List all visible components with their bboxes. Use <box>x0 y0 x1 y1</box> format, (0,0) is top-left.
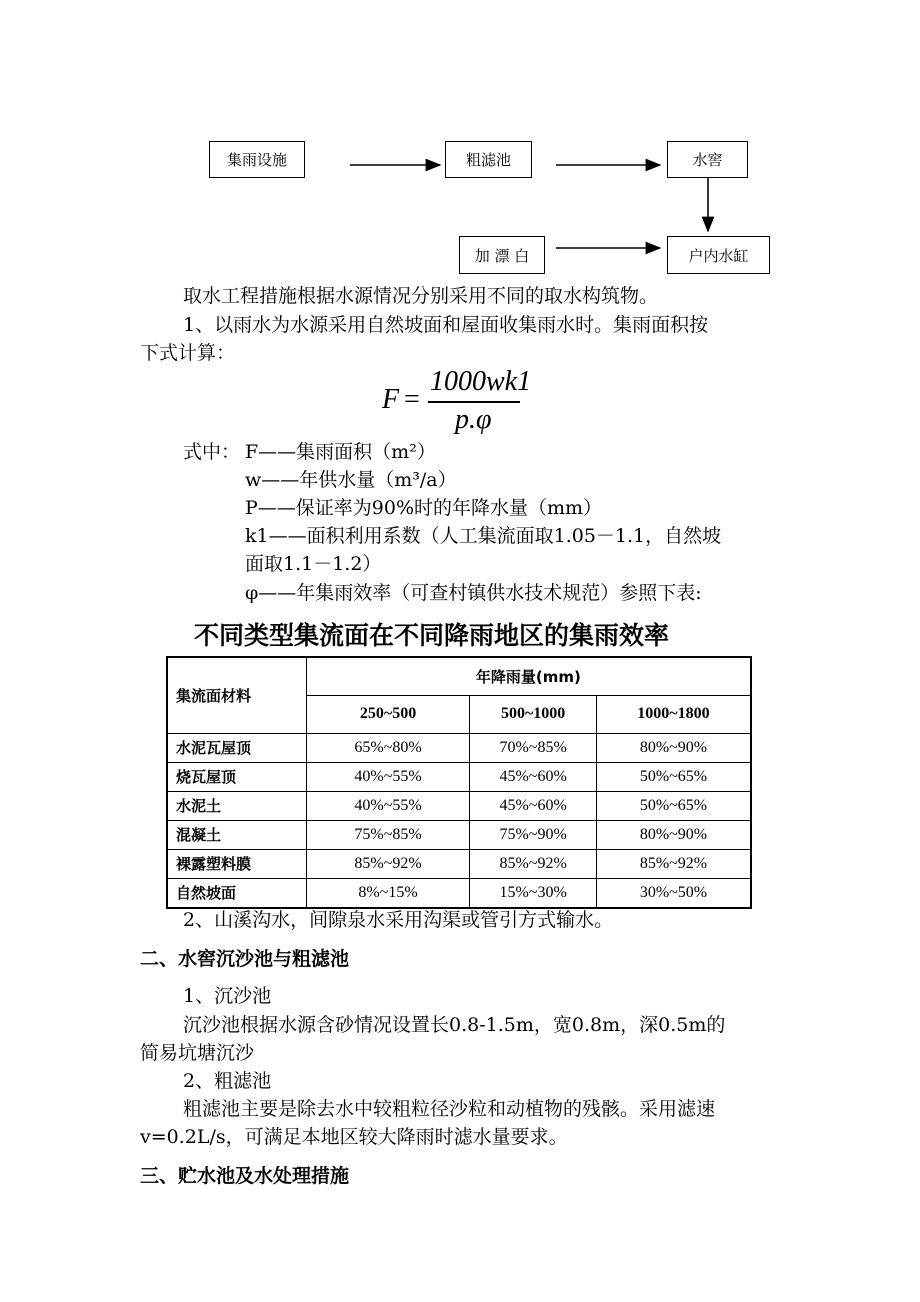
formula-denominator: p.φ <box>455 404 492 435</box>
efficiency-table <box>166 656 752 909</box>
para1-line2: 下式计算： <box>140 342 236 364</box>
header-range: 250~500 <box>306 695 469 733</box>
para1-line1: 1、以雨水为水源采用自然坡面和屋面收集雨水时。集雨面积按 <box>183 314 709 336</box>
intro-text: 取水工程措施根据水源情况分别采用不同的取水构筑物。 <box>183 285 659 307</box>
defs-label: 式中： <box>183 441 241 463</box>
row-value: 65%~80% <box>306 733 469 762</box>
row-value: 85%~92% <box>470 849 597 878</box>
row-value: 75%~90% <box>470 820 597 849</box>
flow-arrows <box>0 0 920 300</box>
row-material: 裸露塑料膜 <box>167 849 306 878</box>
def-f: F——集雨面积（m²） <box>245 441 436 463</box>
row-value: 8%~15% <box>306 878 469 908</box>
formula-lhs: F <box>382 384 400 415</box>
subsection1-line2: 简易坑塘沉沙 <box>140 1042 255 1064</box>
header-range: 1000~1800 <box>596 695 751 733</box>
def-w: w——年供水量（m³/a） <box>245 469 457 491</box>
def-k1-line2: 面取1.1－1.2） <box>245 553 382 575</box>
header-material: 集流面材料 <box>167 657 306 733</box>
formula-numerator: 1000wk1 <box>430 366 532 397</box>
row-value: 30%~50% <box>596 878 751 908</box>
row-material: 混凝土 <box>167 820 306 849</box>
row-material: 烧瓦屋顶 <box>167 762 306 791</box>
row-value: 80%~90% <box>596 820 751 849</box>
header-rainfall: 年降雨量(mm) <box>306 657 751 695</box>
def-phi: φ——年集雨效率（可查村镇供水技术规范）参照下表: <box>245 582 702 604</box>
table-row <box>167 878 751 908</box>
para2-text: 2、山溪沟水，间隙泉水采用沟渠或管引方式输水。 <box>183 909 614 931</box>
table-row <box>167 820 751 849</box>
row-value: 15%~30% <box>470 878 597 908</box>
table-row <box>167 762 751 791</box>
table-title: 不同类型集流面在不同降雨地区的集雨效率 <box>194 621 670 650</box>
row-material: 自然坡面 <box>167 878 306 908</box>
row-value: 50%~65% <box>596 762 751 791</box>
row-value: 75%~85% <box>306 820 469 849</box>
flow-box-indoor-tank: 户内水缸 <box>667 236 770 274</box>
row-material: 水泥瓦屋顶 <box>167 733 306 762</box>
section-heading-2: 二、水窖沉沙池与粗滤池 <box>140 948 350 970</box>
row-value: 85%~92% <box>596 849 751 878</box>
def-k1-line1: k1——面积利用系数（人工集流面取1.05－1.1，自然坡 <box>245 525 722 547</box>
table-row <box>167 849 751 878</box>
row-value: 80%~90% <box>596 733 751 762</box>
subsection1-line1: 沉沙池根据水源含砂情况设置长0.8-1.5m，宽0.8m，深0.5m的 <box>183 1014 726 1036</box>
row-value: 70%~85% <box>470 733 597 762</box>
row-value: 40%~55% <box>306 762 469 791</box>
def-p: P——保证率为90%时的年降水量（mm） <box>245 497 603 519</box>
table-row <box>167 791 751 820</box>
row-value: 45%~60% <box>470 762 597 791</box>
formula-eq: = <box>404 384 420 415</box>
flow-box-bleach: 加 漂 白 <box>459 236 545 274</box>
header-range: 500~1000 <box>470 695 597 733</box>
subsection2-line2: v=0.2L/s，可满足本地区较大降雨时滤水量要求。 <box>140 1126 568 1148</box>
flow-box-rain-collection: 集雨设施 <box>209 141 305 178</box>
subsection2-line1: 粗滤池主要是除去水中较粗粒径沙粒和动植物的残骸。采用滤速 <box>183 1098 716 1120</box>
row-value: 85%~92% <box>306 849 469 878</box>
row-material: 水泥土 <box>167 791 306 820</box>
formula-fraction-bar <box>428 401 520 403</box>
row-value: 50%~65% <box>596 791 751 820</box>
table-row <box>167 733 751 762</box>
subsection-title-1: 1、沉沙池 <box>183 985 272 1007</box>
flow-box-cellar: 水窖 <box>667 141 748 178</box>
row-value: 40%~55% <box>306 791 469 820</box>
row-value: 45%~60% <box>470 791 597 820</box>
section-heading-3: 三、贮水池及水处理措施 <box>140 1165 350 1187</box>
flow-box-coarse-filter: 粗滤池 <box>445 141 532 178</box>
subsection-title-2: 2、粗滤池 <box>183 1070 272 1092</box>
